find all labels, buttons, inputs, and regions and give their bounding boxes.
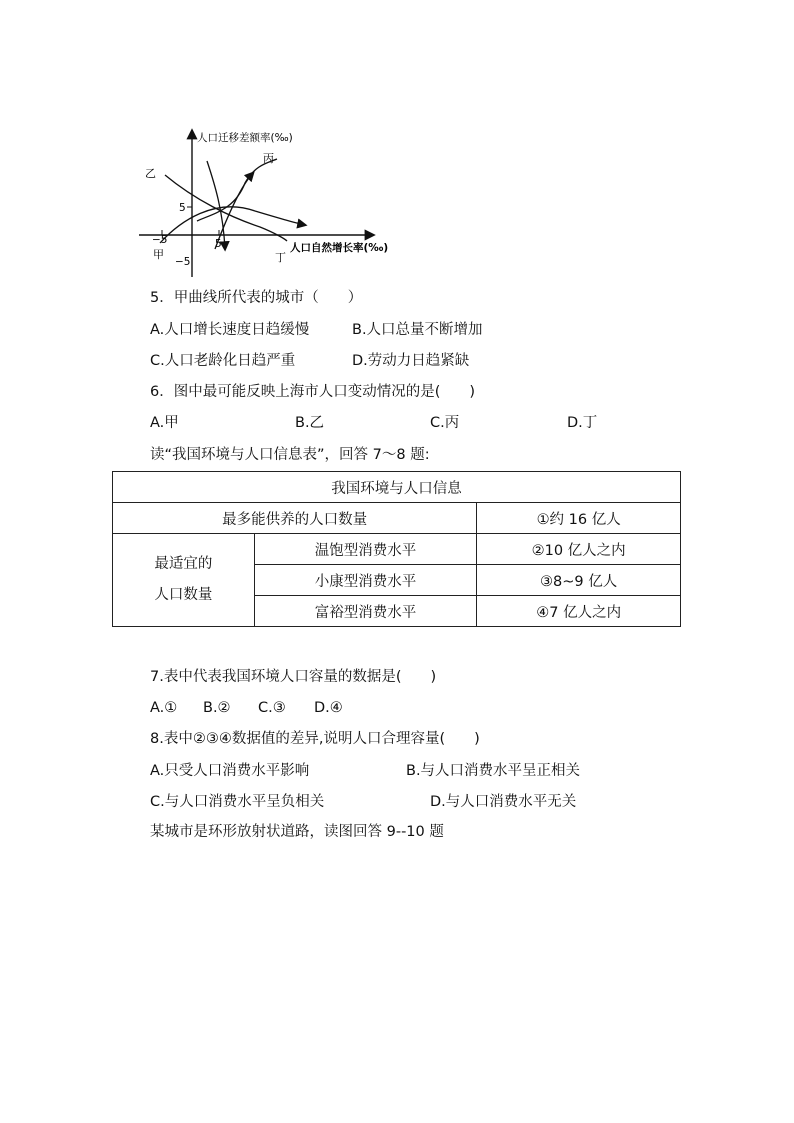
tick-y-5: 5 [179,202,186,214]
group-label-line1: 最适宜的 [154,556,213,572]
migration-growth-chart [135,125,415,285]
q8-option-a: A.只受人口消费水平影响 [150,763,310,779]
q6-option-b: B.乙 [295,415,325,431]
q6-option-a: A.甲 [150,415,179,431]
q5-stem: 5．甲曲线所代表的城市（ ） [150,290,363,306]
table-row-label: 小康型消费水平 [254,565,477,596]
q8-option-d: D.与人口消费水平无关 [430,794,577,810]
table-intro: 读“我国环境与人口信息表”，回答 7～8 题: [150,447,430,463]
q8-option-b: B.与人口消费水平呈正相关 [406,763,581,779]
tick-x-5: 5 [215,238,222,250]
table-row-value: ④7 亿人之内 [477,596,681,627]
curve-label-bing: 丙 [263,152,274,165]
table-row1-value: ①约 16 亿人 [477,503,681,534]
group-label-line2: 人口数量 [154,587,213,603]
q5-option-d: D.劳动力日趋紧缺 [352,353,470,369]
table-row1-label: 最多能供养的人口数量 [113,503,477,534]
q7-option-a: A.① [150,700,178,716]
road-intro: 某城市是环形放射状道路，读图回答 9--10 题 [150,824,444,840]
table-row-value: ③8~9 亿人 [477,565,681,596]
q5-option-a: A.人口增长速度日趋缓慢 [150,322,310,338]
tick-y-neg5: −5 [175,256,191,268]
q6-stem: 6．图中最可能反映上海市人口变动情况的是( ) [150,384,476,400]
table-row-label: 富裕型消费水平 [254,596,477,627]
table-row-value: ②10 亿人之内 [477,534,681,565]
q6-option-c: C.丙 [430,415,460,431]
q7-option-d: D.④ [314,700,343,716]
q8-option-c: C.与人口消费水平呈负相关 [150,794,325,810]
x-axis-label: 人口自然增长率(‰) [290,242,389,254]
tick-x-neg5: −5 [152,234,168,246]
curve-label-ding: 丁 [275,251,286,264]
q7-stem: 7.表中代表我国环境人口容量的数据是( ) [150,669,437,685]
table-group-label [113,534,255,627]
q8-stem: 8.表中②③④数据值的差异,说明人口合理容量( ) [150,731,480,747]
curve-label-yi: 乙 [145,167,156,180]
table-title: 我国环境与人口信息 [113,472,681,503]
curve-label-jia: 甲 [153,248,164,261]
q5-option-b: B.人口总量不断增加 [352,322,483,338]
q5-option-c: C.人口老龄化日趋严重 [150,353,296,369]
y-axis-label: 人口迁移差额率(‰) [197,132,293,144]
environment-population-table [112,471,681,627]
q6-option-d: D.丁 [567,415,598,431]
q7-option-c: C.③ [258,700,286,716]
q7-option-b: B.② [203,700,231,716]
table-row-label: 温饱型消费水平 [254,534,477,565]
